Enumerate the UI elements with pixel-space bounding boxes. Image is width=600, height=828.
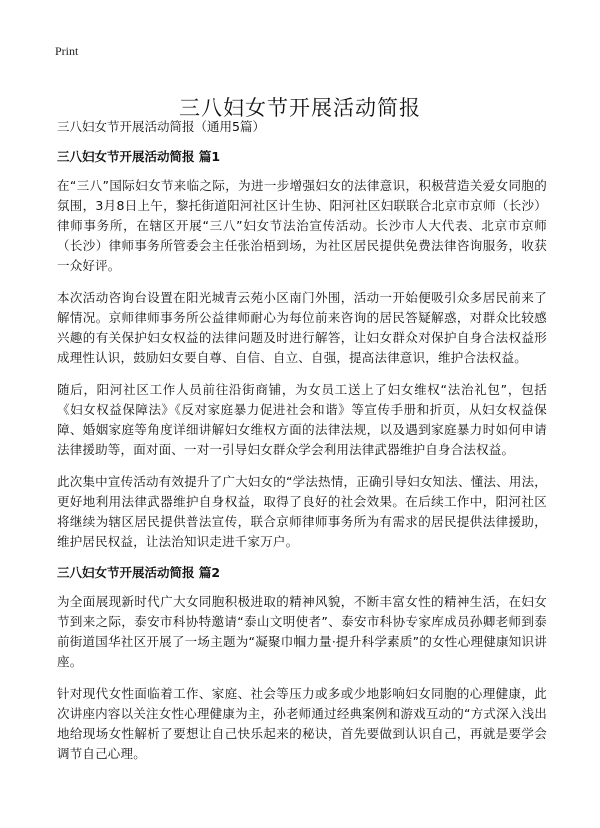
section-1-paragraph: 在“三八”国际妇女节来临之际，为进一步增强妇女的法律意识，积极营造关爱女同胞的氛围，3月8日上午，黎托街道阳河社区计生协、阳河社区妇联联合北京市京师（长沙）律师事务所，在辖区开展“三八”妇女节法治宣传活动。长沙市人大代表、北京市京师（长沙）律师事务所管委会主任张治梧到场，为社区居民提供免费法律咨询服务，收获一众好评。 [57,178,547,273]
print-link[interactable]: Print [55,44,79,58]
document-title: 三八妇女节开展活动简报 [179,96,421,121]
section-1-paragraph: 随后，阳河社区工作人员前往沿街商铺，为女员工送上了妇女维权“法治礼包”，包括《妇女权益保障法》《反对家庭暴力促进社会和谐》等宣传手册和折页，从妇女权益保障、婚姻家庭等角度详细讲解妇女维权方面的法律法规，以及遇到家庭暴力时如何申请法律援助等，面对面、一对一引导妇女群众学会利用法律武器维护自身合法权益。 [57,382,547,457]
document-body [57,118,547,776]
section-2-paragraph: 为全面展现新时代广大女同胞积极进取的精神风貌，不断丰富女性的精神生活，在妇女节到来之际，泰安市科协特邀请“泰山文明使者”、泰安市科协专家库成员孙卿老师到泰前街道国华社区开展了一场主题为“凝聚巾帼力量·提升科学素质”的女性心理健康知识讲座。 [57,594,547,669]
section-heading-1: 三八妇女节开展活动简报 篇1 [57,149,221,164]
document-subtitle: 三八妇女节开展活动简报（通用5篇） [57,119,265,134]
section-heading-2: 三八妇女节开展活动简报 篇2 [57,565,221,580]
section-1-paragraph: 此次集中宣传活动有效提升了广大妇女的“学法热情，正确引导妇女知法、懂法、用法，更好地利用法律武器维护自身权益，取得了良好的社会效果。在后续工作中，阳河社区将继续为辖区居民提供普法宣传，联合京师律师事务所为有需求的居民提供法律援助，维护居民权益，让法治知识走进千家万户。 [57,474,547,549]
section-2-paragraph: 针对现代女性面临着工作、家庭、社会等压力或多或少地影响妇女同胞的心理健康，此次讲座内容以关注女性心理健康为主，孙老师通过经典案例和游戏互动的“方式深入浅出地给现场女性解析了要想让自己快乐起来的秘诀，首先要做到认识自己，再就是要学会调节自己心理。 [57,686,547,761]
section-1-paragraph: 本次活动咨询台设置在阳光城青云苑小区南门外围，活动一开始便吸引众多居民前来了解情况。京师律师事务所公益律师耐心为每位前来咨询的居民答疑解惑，对群众比较感兴趣的有关保护妇女权益的法律问题及时进行解答，让妇女群众对保护自身合法权益形成理性认识，鼓励妇女要自尊、自信、自立、自强，提高法律意识，维护合法权益。 [57,290,547,365]
